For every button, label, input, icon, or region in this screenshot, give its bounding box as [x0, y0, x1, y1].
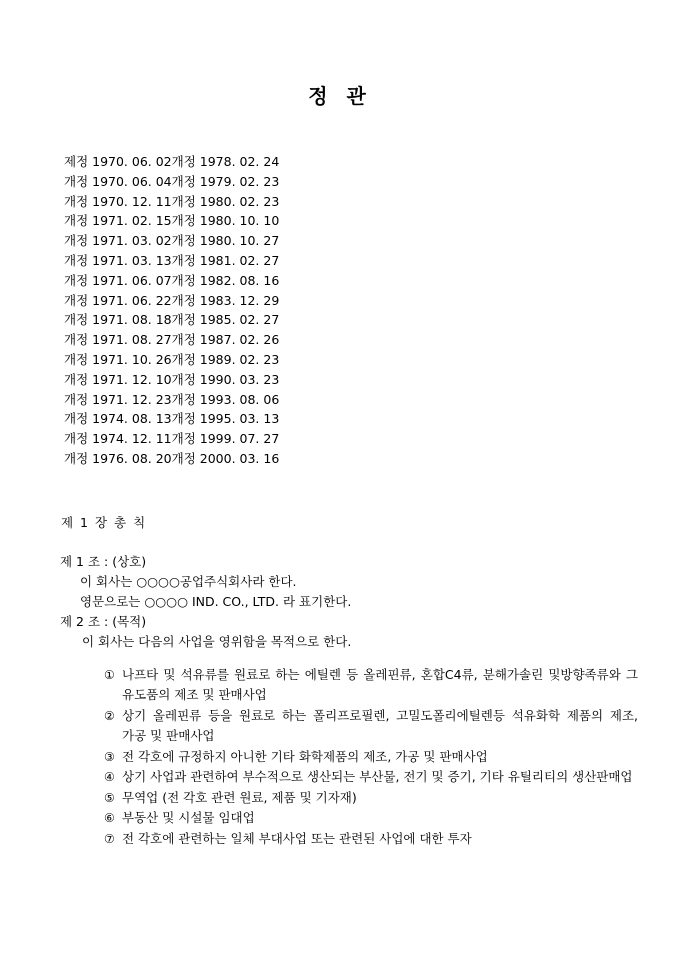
item-text: 상기 사업과 관련하여 부수적으로 생산되는 부산물, 전기 및 증기, 기타 유틸리티의 생산판매업: [122, 769, 633, 784]
amendment-history-entry: 제정 1970. 06. 02개정 1978. 02. 24: [64, 154, 280, 169]
item-number: ④: [104, 770, 115, 784]
item-text: 상기 올레핀류 등을 원료로 하는 폴리프로필렌, 고밀도폴리에틸렌등 석유화학 제품의 제조, 가공 및 판매사업: [122, 707, 638, 743]
article-2-intro: 이 회사는 다음의 사업을 영위함을 목적으로 한다.: [82, 634, 352, 649]
purpose-item: [104, 747, 640, 768]
article-1-line: 이 회사는 ○○○○공업주식회사라 한다.: [80, 574, 297, 589]
purpose-item: [104, 665, 640, 706]
item-text: 전 각호에 규정하지 아니한 기타 화학제품의 제조, 가공 및 판매사업: [122, 748, 488, 764]
item-number: ②: [104, 708, 115, 723]
item-number: ③: [104, 749, 115, 764]
amendment-history-entry: 개정 1971. 10. 26개정 1989. 02. 23: [64, 351, 280, 367]
amendment-history: [64, 152, 279, 469]
purpose-item: [104, 808, 640, 829]
amendment-history-entry: 개정 1971. 03. 13개정 1981. 02. 27: [64, 252, 280, 268]
item-number: ⑥: [104, 811, 115, 825]
item-text: 전 각호에 관련하는 일체 부대사업 또는 관련된 사업에 대한 투자: [122, 830, 472, 846]
amendment-history-entry: 개정 1971. 12. 10개정 1990. 03. 23: [64, 371, 280, 387]
amendment-history-entry: 개정 1971. 03. 02개정 1980. 10. 27: [64, 233, 280, 249]
item-text: 나프타 및 석유류를 원료로 하는 에틸렌 등 올레핀류, 혼합C4류, 분해가솔린 및방향족류와 그 유도품의 제조 및 판매사업: [122, 666, 638, 702]
item-number: ⑦: [104, 831, 115, 846]
amendment-history-entry: 개정 1976. 08. 20개정 2000. 03. 16: [64, 450, 280, 466]
amendment-history-entry: 개정 1971. 06. 22개정 1983. 12. 29: [64, 292, 280, 308]
articles-section: [60, 552, 640, 862]
purpose-item: [104, 829, 640, 850]
amendment-history-entry: 개정 1971. 12. 23개정 1993. 08. 06: [64, 391, 280, 407]
chapter-heading: 제 1 장 총 칙: [61, 515, 146, 530]
item-text: 무역업 (전 각호 관련 원료, 제품 및 기자재): [122, 789, 357, 805]
article-1-heading: 제 1 조 : (상호): [60, 554, 147, 569]
purpose-item: [104, 706, 640, 747]
amendment-history-entry: 개정 1974. 08. 13개정 1995. 03. 13: [64, 411, 280, 427]
document-title: 정 관: [308, 84, 372, 108]
amendment-history-entry: 개정 1970. 12. 11개정 1980. 02. 23: [64, 193, 280, 209]
item-text: 부동산 및 시설물 임대업: [122, 810, 255, 825]
article-1-line: 영문으로는 ○○○○ IND. CO., LTD. 라 표기한다.: [80, 594, 352, 609]
amendment-history-entry: 개정 1971. 08. 18개정 1985. 02. 27: [64, 312, 280, 328]
amendment-history-entry: 개정 1974. 12. 11개정 1999. 07. 27: [64, 431, 280, 447]
amendment-history-entry: 개정 1971. 02. 15개정 1980. 10. 10: [64, 213, 280, 229]
article-2-heading: 제 2 조 : (목적): [60, 614, 147, 629]
amendment-history-entry: 개정 1970. 06. 04개정 1979. 02. 23: [64, 173, 280, 189]
purpose-list: [104, 665, 640, 850]
item-number: ①: [104, 667, 115, 682]
item-number: ⑤: [104, 790, 115, 805]
purpose-item: [104, 788, 640, 809]
purpose-item: [104, 767, 640, 788]
amendment-history-entry: 개정 1971. 06. 07개정 1982. 08. 16: [64, 272, 280, 288]
amendment-history-entry: 개정 1971. 08. 27개정 1987. 02. 26: [64, 332, 280, 348]
